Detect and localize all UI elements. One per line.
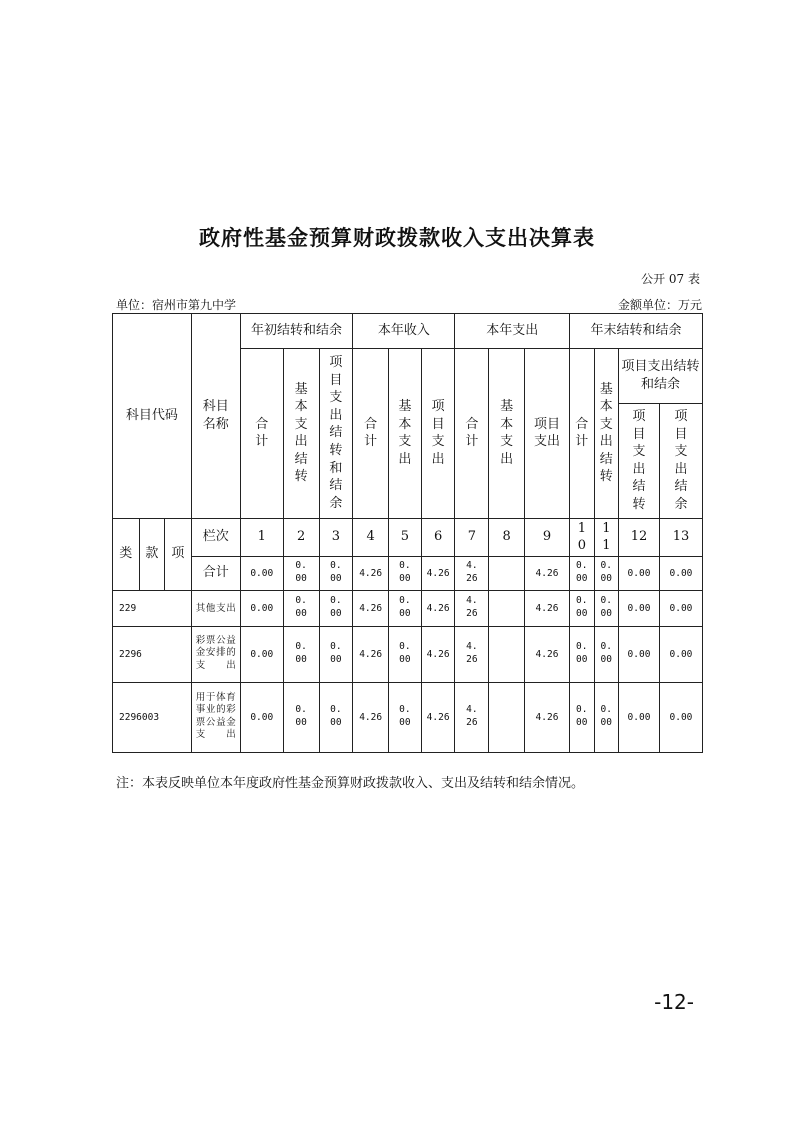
h-income-sum: 合计 xyxy=(353,349,389,519)
header-income: 本年收入 xyxy=(353,314,455,349)
cell xyxy=(489,591,525,627)
h-end-sum: 合计 xyxy=(569,349,594,519)
cell: 0.00 xyxy=(569,683,594,753)
cell: 0.00 xyxy=(319,557,353,591)
cell: 4.26 xyxy=(455,627,489,683)
table-row xyxy=(113,683,703,753)
table-row xyxy=(113,591,703,627)
header-begin: 年初结转和结余 xyxy=(240,314,352,349)
cell: 4.26 xyxy=(421,557,455,591)
cell: 0.00 xyxy=(283,557,319,591)
cell: 4.26 xyxy=(353,591,389,627)
cell: 4.26 xyxy=(455,683,489,753)
h-expense-sum: 合计 xyxy=(455,349,489,519)
table-note: 注：本表反映单位本年度政府性基金预算财政拨款收入、支出及结转和结余情况。 xyxy=(116,776,585,791)
col-num: 7 xyxy=(455,519,489,557)
label-column: 栏次 xyxy=(191,519,240,557)
row-name: 彩票公益金安排的支出 xyxy=(191,627,240,683)
h-begin-sum: 合计 xyxy=(240,349,283,519)
cell: 0.00 xyxy=(283,683,319,753)
row-code: 229 xyxy=(113,591,192,627)
h-income-proj: 项目支出 xyxy=(421,349,455,519)
col-num: 4 xyxy=(353,519,389,557)
cell: 0.00 xyxy=(569,591,594,627)
col-num: 11 xyxy=(594,519,619,557)
label-xiang: 项 xyxy=(165,519,192,591)
cell: 4.26 xyxy=(421,627,455,683)
row-name: 用于体育事业的彩票公益金支出 xyxy=(191,683,240,753)
cell: 4.26 xyxy=(455,557,489,591)
col-num: 10 xyxy=(569,519,594,557)
row-name: 合计 xyxy=(191,557,240,591)
cell: 0.00 xyxy=(594,557,619,591)
cell: 0.00 xyxy=(619,683,660,753)
cell: 4.26 xyxy=(421,591,455,627)
cell: 0.00 xyxy=(283,627,319,683)
cell: 0.00 xyxy=(569,557,594,591)
cell: 0.00 xyxy=(619,557,660,591)
table-row xyxy=(113,627,703,683)
cell: 0.00 xyxy=(389,557,422,591)
col-num: 1 xyxy=(240,519,283,557)
h-begin-proj: 项目支出结转和结余 xyxy=(319,349,353,519)
col-num: 13 xyxy=(659,519,702,557)
cell: 0.00 xyxy=(619,627,660,683)
cell: 4.26 xyxy=(455,591,489,627)
cell: 4.26 xyxy=(421,683,455,753)
col-num: 9 xyxy=(525,519,570,557)
cell: 0.00 xyxy=(319,683,353,753)
col-num: 2 xyxy=(283,519,319,557)
cell: 0.00 xyxy=(240,591,283,627)
cell: 0.00 xyxy=(659,591,702,627)
column-number-row xyxy=(113,519,703,557)
page-title: 政府性基金预算财政拨款收入支出决算表 xyxy=(199,226,595,250)
label-kuan: 款 xyxy=(139,519,165,591)
col-num: 3 xyxy=(319,519,353,557)
cell: 4.26 xyxy=(525,683,570,753)
row-code: 2296 xyxy=(113,627,192,683)
cell xyxy=(489,683,525,753)
table-row xyxy=(113,557,703,591)
label-lei: 类 xyxy=(113,519,140,591)
header-end: 年末结转和结余 xyxy=(569,314,702,349)
header-expense: 本年支出 xyxy=(455,314,570,349)
cell: 0.00 xyxy=(594,627,619,683)
h-end-proj: 项目支出结转和结余 xyxy=(619,349,703,404)
col-num: 6 xyxy=(421,519,455,557)
cell: 4.26 xyxy=(353,683,389,753)
col-num: 12 xyxy=(619,519,660,557)
cell: 0.00 xyxy=(389,627,422,683)
row-name: 其他支出 xyxy=(191,591,240,627)
cell: 0.00 xyxy=(240,683,283,753)
header-code: 科目代码 xyxy=(113,314,192,519)
cell: 0.00 xyxy=(319,627,353,683)
cell xyxy=(489,627,525,683)
cell: 0.00 xyxy=(659,683,702,753)
cell: 0.00 xyxy=(659,557,702,591)
h-expense-basic: 基本支出 xyxy=(489,349,525,519)
cell: 0.00 xyxy=(389,683,422,753)
h-expense-proj: 项目支出 xyxy=(525,349,570,519)
cell: 4.26 xyxy=(525,591,570,627)
cell: 4.26 xyxy=(525,557,570,591)
h-begin-basic: 基本支出结转 xyxy=(283,349,319,519)
header-name: 科目名称 xyxy=(191,314,240,519)
h-income-basic: 基本支出 xyxy=(389,349,422,519)
cell: 0.00 xyxy=(283,591,319,627)
row-code: 2296003 xyxy=(113,683,192,753)
cell: 0.00 xyxy=(594,591,619,627)
cell: 4.26 xyxy=(525,627,570,683)
cell: 0.00 xyxy=(240,557,283,591)
col-num: 5 xyxy=(389,519,422,557)
col-num: 8 xyxy=(489,519,525,557)
page-number: -12- xyxy=(654,990,694,1014)
cell: 0.00 xyxy=(569,627,594,683)
h-end-proj-bal: 项目支出结余 xyxy=(659,404,702,519)
cell xyxy=(489,557,525,591)
cell: 0.00 xyxy=(659,627,702,683)
cell: 0.00 xyxy=(240,627,283,683)
form-number: 公开 07 表 xyxy=(641,272,700,286)
unit-label: 单位：宿州市第九中学 xyxy=(116,298,237,312)
cell: 4.26 xyxy=(353,627,389,683)
money-unit-label: 金额单位：万元 xyxy=(617,298,702,312)
cell: 4.26 xyxy=(353,557,389,591)
cell: 0.00 xyxy=(619,591,660,627)
cell: 0.00 xyxy=(389,591,422,627)
h-end-basic: 基本支出结转 xyxy=(594,349,619,519)
cell: 0.00 xyxy=(319,591,353,627)
budget-table xyxy=(112,313,703,753)
h-end-proj-carry: 项目支出结转 xyxy=(619,404,660,519)
cell: 0.00 xyxy=(594,683,619,753)
